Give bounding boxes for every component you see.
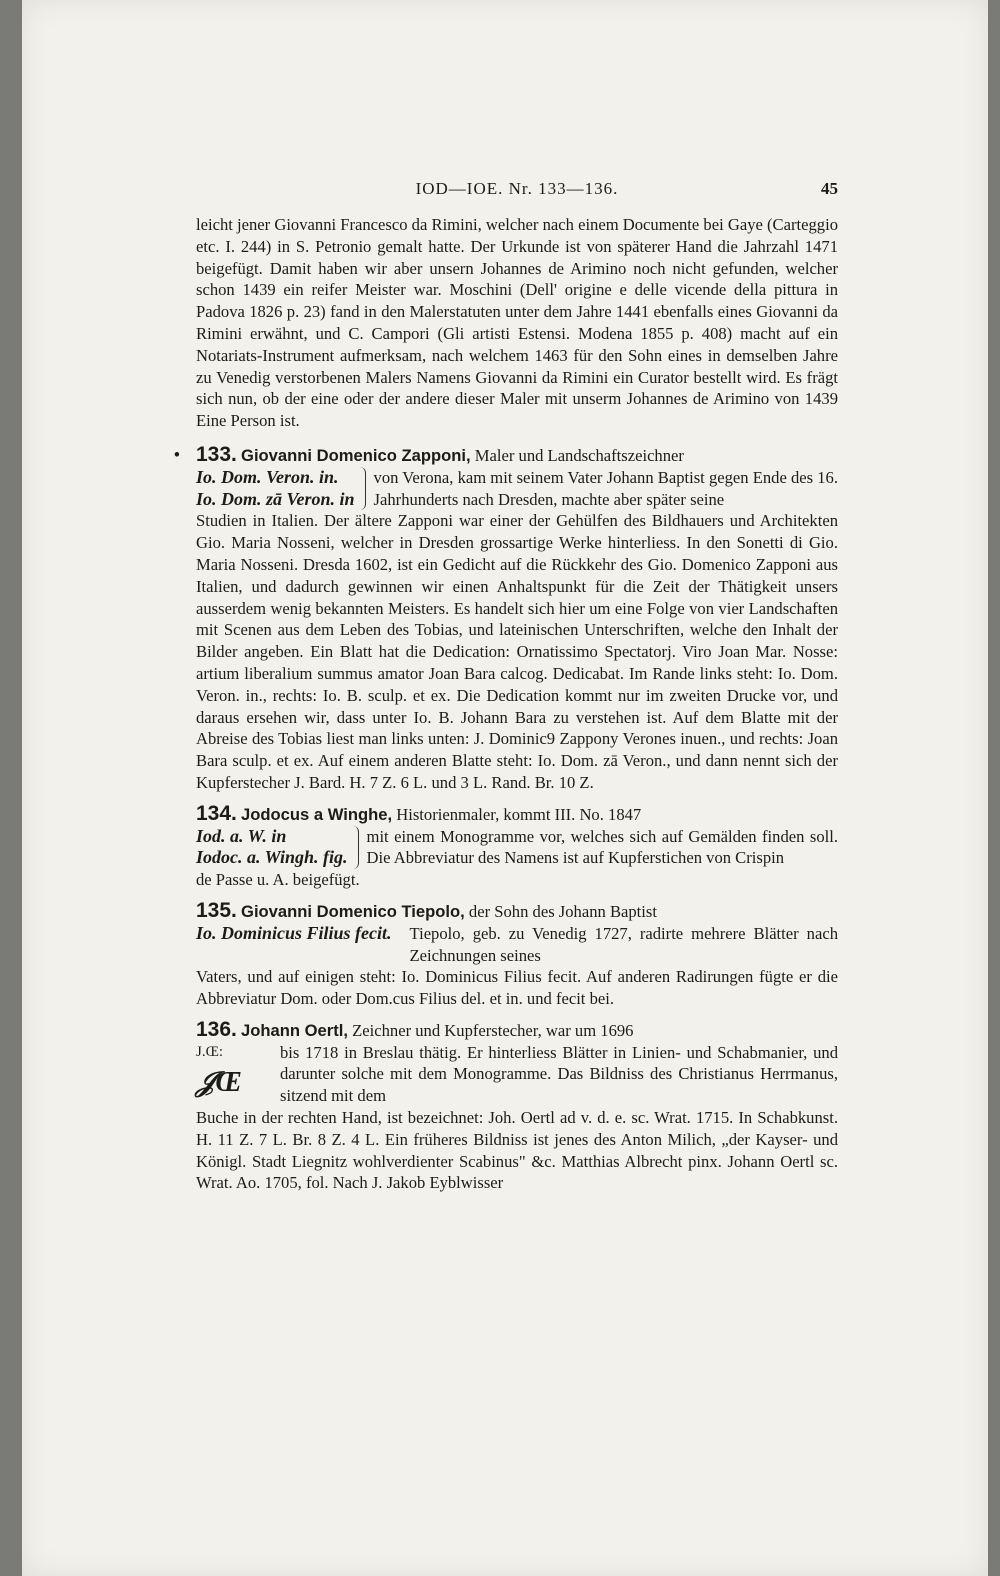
side-text: von Verona, kam mit seinem Vater Johann Baptist gegen Ende des 16. Jahrhunderts nach Dresden, machte aber später seine: [373, 467, 838, 509]
monogram: Iodoc. a. Wingh. fig.: [196, 847, 348, 868]
entry-heading: [196, 803, 838, 826]
running-header: [196, 178, 838, 214]
side-text: Tiepolo, geb. zu Venedig 1727, radirte mehrere Blätter nach Zeichnungen seines: [409, 923, 838, 965]
monogram-block: [196, 826, 838, 870]
monogram: Iod. a. W. in: [196, 825, 287, 846]
monogram-block: [196, 923, 838, 967]
entry-body: Studien in Italien. Der ältere Zapponi war einer der Gehülfen des Bildhauers und Architekten Gio. Maria Nosseni, welcher in Dresden grossartige Werke hinterliess. In den Sonetti di Gio. Maria Nosseni. Dresda 1602, ist ein Gedicht auf die Rückkehr des Gio. Domenico Zapponi aus Italien, und dadurch gewinnen wir einen Anhaltspunkt für die Zeit der Thätigkeit unsers ausserdem wenig bekannten Meisters. Es handelt sich hier um eine Folge von vier Landschaften mit Scenen aus dem Leben des Tobias, und lateinischen Unterschriften, welche den Inhalt der Bilder angeben. Ein Blatt hat die Dedication: Ornatissimo Spectatorj. Viro Joan Mar. Nosse: artium liberalium summus amator Joan Bara calcog. Dedicabat. Im Rande links steht: Io. Dom. Veron. in., rechts: Io. B. sculp. et ex. Die Dedication kommt nur im zweiten Drucke vor, und daraus ersehen wir, dass unter Io. B. Johann Bara zu verstehen ist. Auf dem Blatte mit der Abreise des Tobias liest man links unten: J. Dominic9 Zappony Verones inuen., und rechts: Joan Bara sculp. et ex. Auf einem anderen Blatte steht: Io. Dom. zā Veron., und dann nennt sich der Kupferstecher J. Bard. H. 7 Z. 6 L. und 3 L. Rand. Br. 10 Z.: [196, 511, 838, 792]
entry-mark: •: [174, 444, 180, 464]
monogram-label: J.Œ:: [196, 1043, 224, 1060]
monogram-signature-icon: 𝒥Œ: [196, 1067, 242, 1099]
side-text: bis 1718 in Breslau thätig. Er hinterliess Blätter in Linien- und Schabmanier, und darunter solche mit dem Monogramme. Das Bildniss des Christianus Herrmanus, sitzend mit dem: [280, 1042, 838, 1106]
entry-number: 133.: [196, 442, 237, 466]
entry-body: Buche in der rechten Hand, ist bezeichnet: Joh. Oertl ad v. d. e. sc. Wrat. 1715. In Schabkunst. H. 11 Z. 7 L. Br. 8 Z. 4 L. Ein früheres Bildniss ist jenes des Anton Milich, „der Kayser- und Königl. Stadt Liegnitz wohlverdienter Scabinus" &c. Matthias Albrecht pinx. Johann Oertl sc. Wrat. Ao. 1705, fol. Nach J. Jakob Eyblwisser: [196, 1108, 838, 1193]
side-text: mit einem Monogramme vor, welches sich auf Gemälden finden soll. Die Abbreviatur des Namens ist auf Kupferstichen von Crispin: [366, 826, 838, 868]
text-column: [174, 178, 838, 1194]
entry-heading: [196, 444, 838, 467]
monogram-list: [196, 923, 402, 967]
entry-number: 135.: [196, 898, 237, 922]
header-title: IOD—IOE. Nr. 133—136.: [415, 179, 619, 198]
entry-heading: [196, 900, 838, 923]
entry-135: [196, 900, 838, 1010]
monogram-column: [196, 1042, 280, 1107]
monogram: Io. Dom. Veron. in.: [196, 466, 339, 487]
entry-number: 134.: [196, 801, 237, 825]
intro-paragraph: leicht jener Giovanni Francesco da Rimini, welcher nach einem Documente bei Gaye (Carteggio etc. I. 244) in S. Petronio gemalt hatte. Der Urkunde ist von späterer Hand die Jahrzahl 1471 beigefügt. Damit haben wir aber unsern Johannes de Arimino noch nicht gefunden, welcher schon 1439 ein reifer Meister war. Moschini (Dell' origine e delle vicende della pittura in Padova 1826 p. 23) fand in den Malerstatuten unter dem Jahre 1441 ebenfalls eines Giovanni da Rimini erwähnt, und C. Campori (Gli artisti Estensi. Modena 1855 p. 408) macht auf ein Notariats-Instrument aufmerksam, nach welchem 1463 für den Sohn eines in demselben Jahre zu Venedig verstorbenen Malers Namens Giovanni da Rimini ein Curator bestellt wird. Es frägt sich nun, ob der eine oder der andere dieser Maler mit unserm Johannes de Arimino von 1439 Eine Person ist.: [196, 215, 838, 431]
entry-number: 136.: [196, 1017, 237, 1041]
entry-lead: der Sohn des Johann Baptist: [468, 901, 657, 921]
entry-name: Giovanni Domenico Tiepolo,: [241, 901, 465, 921]
monogram-list: [196, 826, 359, 870]
monogram: Io. Dom. zā Veron. in: [196, 488, 355, 509]
entry-lead: Zeichner und Kupferstecher, war um 1696: [352, 1020, 634, 1040]
entry-136: [196, 1019, 838, 1194]
entry-body: Vaters, und auf einigen steht: Io. Dominicus Filius fecit. Auf anderen Radirungen fügte er die Abbreviatur Dom. oder Dom.cus Filius del. et in. und fecit bei.: [196, 967, 838, 1009]
monogram-block: [196, 1042, 838, 1107]
entry-lead: Maler und Landschaftszeichner: [474, 445, 684, 465]
monogram-block: [196, 467, 838, 511]
page-number: 45: [821, 179, 838, 198]
book-page: [22, 0, 988, 1576]
entry-134: [196, 803, 838, 891]
entry-name: Giovanni Domenico Zapponi,: [241, 445, 471, 465]
entry-lead: Historienmaler, kommt III. No. 1847: [396, 804, 642, 824]
entry-name: Jodocus a Winghe,: [241, 804, 393, 824]
entry-133: [174, 442, 838, 794]
entry-heading: [196, 1019, 838, 1042]
entry-name: Johann Oertl,: [241, 1020, 348, 1040]
monogram: Io. Dominicus Filius fecit.: [196, 922, 392, 943]
entry-body: de Passe u. A. beigefügt.: [196, 870, 360, 890]
monogram-list: [196, 467, 366, 511]
